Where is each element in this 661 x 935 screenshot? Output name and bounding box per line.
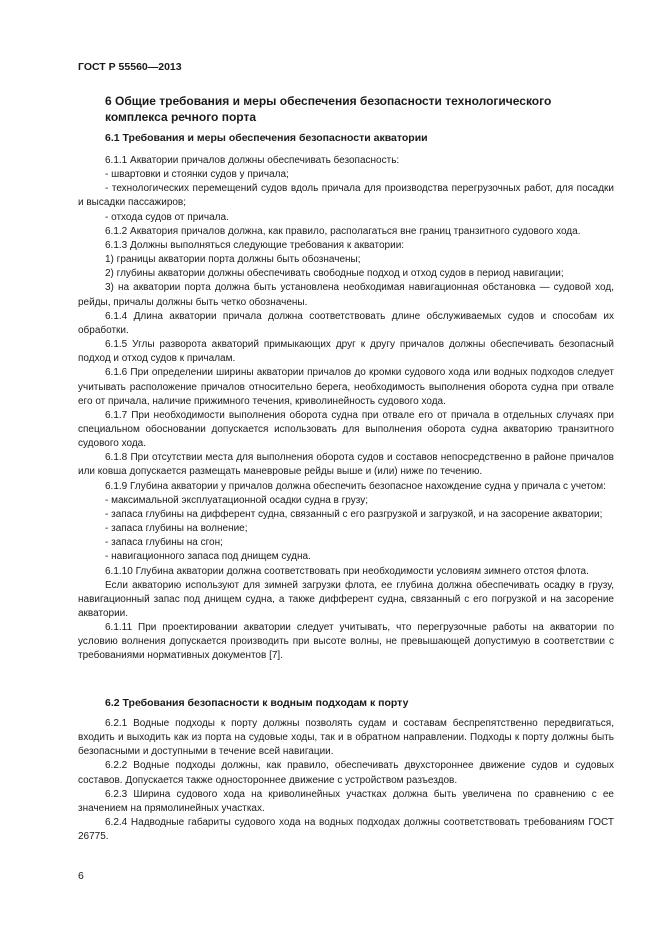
paragraph: 6.2.2 Водные подходы должны, как правило, обеспечивать двухстороннее движение судов и судовых составов. Допускается также одностороннее движение с устройством разъездов.	[78, 760, 614, 786]
subsection-title-6-2: 6.2 Требования безопасности к водным подходам к порту	[105, 697, 409, 709]
paragraph: 6.1.11 При проектировании акватории следует учитывать, что перегрузочные работы на акватории по условию волнения допускается производить при высоте волны, не превышающей допустимую в соответствии с требованиями нормативных документов [7].	[78, 622, 614, 662]
standard-code-header: ГОСТ Р 55560—2013	[78, 61, 182, 73]
paragraph: 6.1.7 При необходимости выполнения оборота судна при отвале его от причала в отдельных случаях при специальном обосновании допускается использовать для выполнения оборота судна акваторию транзитного судового хода.	[78, 409, 614, 450]
list-item: 1) границы акватории порта должны быть обозначены;	[105, 254, 361, 266]
paragraph: 6.2.1 Водные подходы к порту должны позволять судам и составам беспрепятственно передвигаться, входить и выходить как из порта на судовые ходы, так и в обратном направлении. Подходы к порту должны быть безопасными и доступными в течение всей навигации.	[78, 718, 614, 758]
subsection-6-1-body	[78, 154, 614, 664]
list-item: - запаса глубины на волнение;	[105, 523, 248, 535]
paragraph: 6.1.4 Длина акватории причала должна соответствовать длине обслуживаемых судов и способам их обработки.	[78, 310, 614, 336]
paragraph: 6.2.3 Ширина судового хода на криволинейных участках должна быть увеличена по сравнению с ее значением на прямолинейных участках.	[78, 788, 614, 814]
paragraph: 6.1.6 При определении ширины акватории причалов до кромки судового хода или водных подходов следует учитывать расположение причалов относительно берега, необходимость выполнения оборота судна при отвале его от причала, наличие прижимного течения, криволинейность судового хода.	[78, 367, 614, 407]
paragraph: 6.1.9 Глубина акватории у причалов должна обеспечить безопасное нахождение судна у причала с учетом:	[105, 480, 606, 492]
paragraph: 6.1.2 Акватория причалов должна, как правило, располагаться вне границ транзитного судового хода.	[105, 225, 581, 237]
page-number: 6	[78, 870, 84, 882]
list-item: - навигационного запаса под днищем судна.	[105, 551, 311, 563]
subsection-6-2-body	[78, 717, 614, 844]
list-item: 2) глубины акватории должны обеспечивать свободные подход и отход судов в период навигации;	[105, 268, 564, 280]
paragraph: 6.1.1 Акватории причалов должны обеспечивать безопасность:	[105, 155, 400, 166]
list-item: - технологических перемещений судов вдоль причала для производства перегрузочных работ, для посадки и высадки пассажиров;	[78, 183, 614, 209]
paragraph: 6.1.5 Углы разворота акваторий примыкающих друг к другу причалов должны обеспечивать безопасный подход и отход судов к причалам.	[78, 339, 614, 365]
paragraph: 6.2.4 Надводные габариты судового хода на водных подходах должны соответствовать требованиям ГОСТ 26775.	[78, 817, 614, 843]
paragraph: 6.1.10 Глубина акватории должна соответствовать при необходимости условиям зимнего отстоя флота.	[105, 565, 589, 577]
list-item: - максимальной эксплуатационной осадки судна в грузу;	[105, 494, 368, 506]
paragraph: Если акваторию используют для зимней загрузки флота, ее глубина должна обеспечивать осадку в грузу, навигационный запас под днищем судна, а также дифферент судна, связанный с его погрузкой и на засорение акватории.	[78, 579, 614, 619]
paragraph: 6.1.8 При отсутствии места для выполнения оборота судов и составов непосредственно в районе причалов или ковша допускается размещать маневровые рейды выше и (или) ниже по течению.	[78, 452, 614, 478]
list-item: - отхода судов от причала.	[105, 211, 229, 223]
subsection-title-6-1: 6.1 Требования и меры обеспечения безопасности акватории	[105, 132, 428, 144]
paragraph: 6.1.3 Должны выполняться следующие требования к акватории:	[105, 239, 405, 251]
list-item: - запаса глубины на сгон;	[105, 537, 223, 549]
section-title: 6 Общие требования и меры обеспечения безопасности технологического комплекса речного порта	[105, 94, 552, 124]
list-item: - швартовки и стоянки судов у причала;	[105, 169, 289, 181]
list-item: - запаса глубины на дифферент судна, связанный с его разгрузкой и загрузкой, и на засорение акватории;	[105, 508, 603, 520]
list-item: 3) на акватории порта должна быть установлена необходимая навигационная обстановка — судовой ход, рейды, причалы должны быть четко обозначены.	[78, 282, 614, 308]
